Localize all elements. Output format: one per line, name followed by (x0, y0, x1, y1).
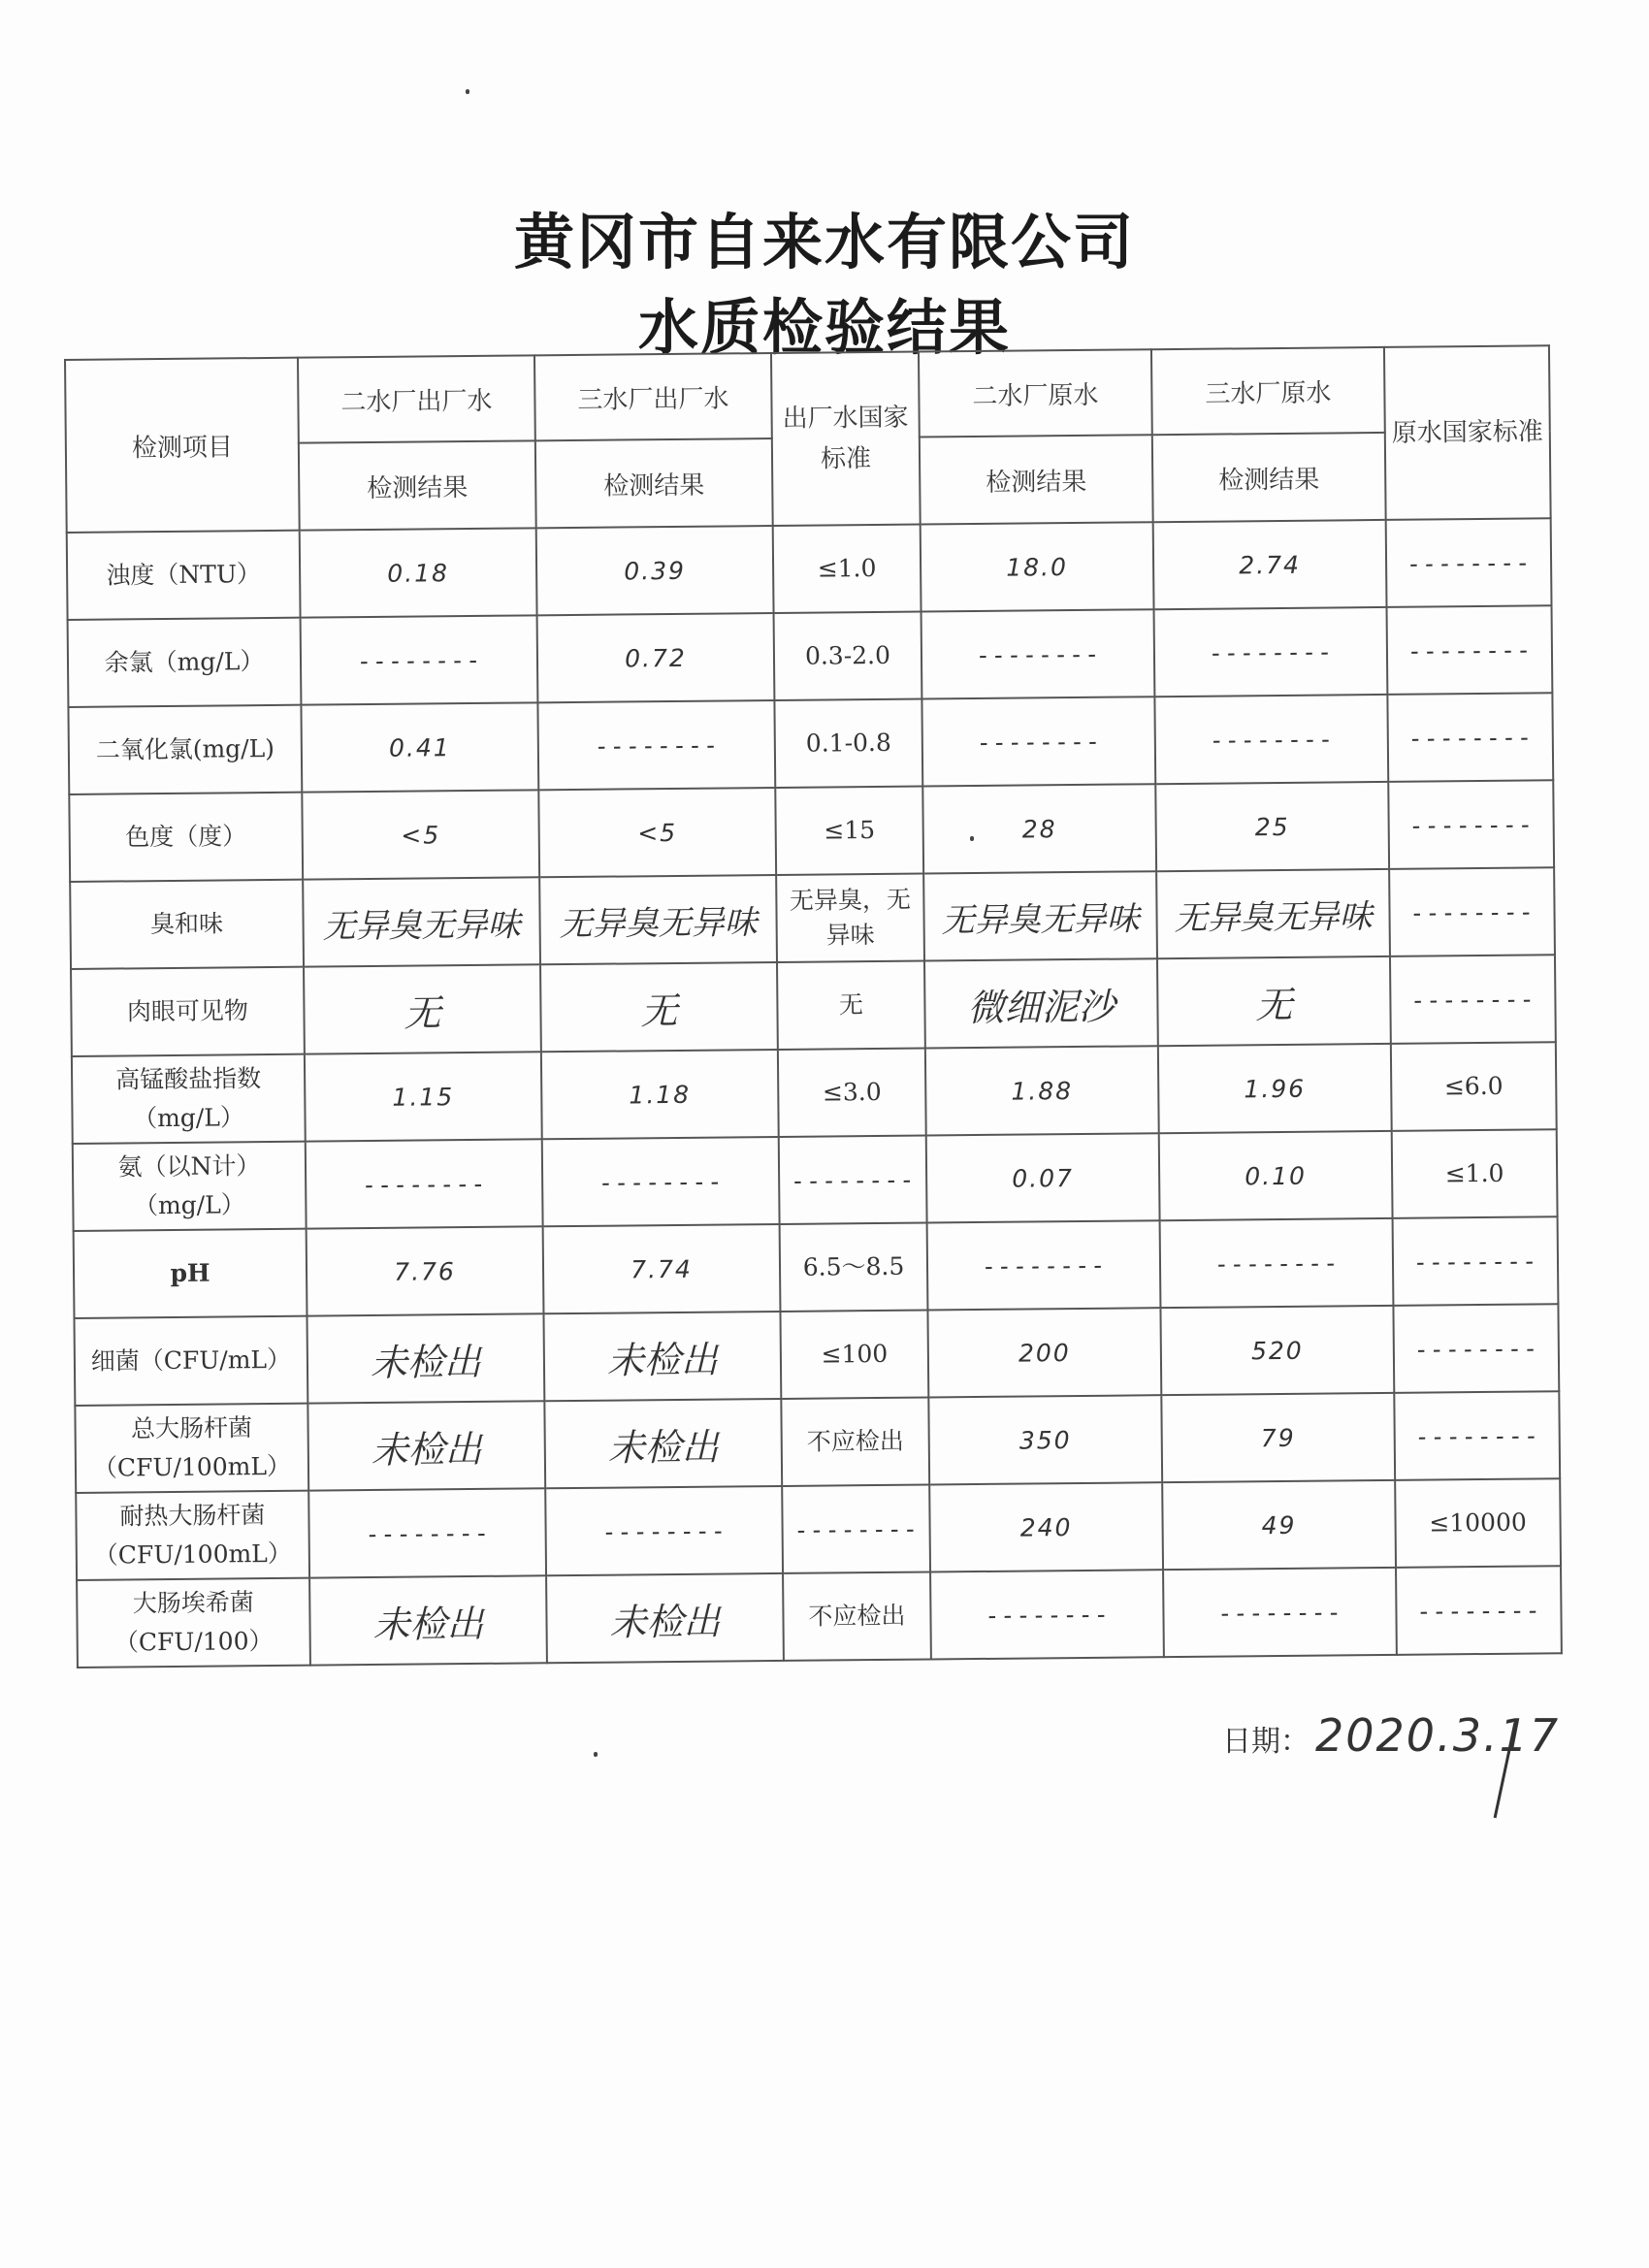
result-value: 49 (1162, 1480, 1396, 1570)
item-name: 臭和味 (70, 880, 304, 969)
item-name: 氨（以N计）（mg/L） (73, 1142, 307, 1231)
result-value: -------- (537, 700, 775, 790)
standard-value: ≤100 (780, 1310, 928, 1398)
table-row (70, 867, 1555, 969)
result-value: -------- (545, 1486, 783, 1575)
table-row (75, 1391, 1560, 1493)
result-value: <5 (538, 788, 776, 877)
standard-value: -------- (1393, 1216, 1559, 1306)
header-col3: 出厂水国家标准 (771, 352, 921, 526)
standard-value: ≤10000 (1395, 1478, 1561, 1568)
standard-value: -------- (1389, 867, 1555, 956)
standard-value: 不应检出 (781, 1397, 929, 1485)
result-value: -------- (930, 1570, 1164, 1659)
standard-value: -------- (1393, 1304, 1559, 1393)
item-name: 大肠埃希菌（CFU/100） (77, 1578, 310, 1668)
standard-value: ≤3.0 (778, 1049, 926, 1137)
standard-value: -------- (782, 1484, 930, 1572)
standard-value: ≤15 (775, 787, 923, 875)
result-value: 7.74 (543, 1224, 781, 1313)
header-col5: 三水厂原水 (1151, 347, 1385, 435)
standard-value: -------- (1396, 1566, 1562, 1655)
item-name: 肉眼可见物 (71, 967, 305, 1056)
result-value: -------- (922, 697, 1155, 786)
table-row (67, 518, 1552, 620)
item-name: 高锰酸盐指数（mg/L） (72, 1054, 306, 1144)
table-row (72, 1042, 1557, 1144)
result-value: 25 (1155, 782, 1389, 871)
result-value: 无异臭无异味 (923, 871, 1157, 960)
item-name: 浊度（NTU） (67, 531, 301, 620)
table-row (68, 693, 1553, 794)
item-name: 二氧化氯(mg/L) (68, 705, 302, 794)
scan-speck (466, 89, 469, 94)
table-row (73, 1129, 1558, 1231)
result-value: 0.18 (300, 528, 537, 617)
result-value: 18.0 (921, 522, 1154, 611)
header-col4: 二水厂原水 (919, 349, 1152, 437)
result-value: -------- (1154, 695, 1388, 784)
standard-value: 0.3-2.0 (774, 612, 922, 700)
item-name: 细菌（CFU/mL） (74, 1316, 307, 1406)
table-row (69, 780, 1554, 882)
item-name: 总大肠杆菌（CFU/100mL） (75, 1404, 308, 1493)
table-row (74, 1216, 1559, 1318)
result-value: 微细泥沙 (924, 958, 1158, 1048)
result-value: 未检出 (309, 1575, 547, 1665)
standard-value: ≤1.0 (1392, 1129, 1558, 1218)
item-name: 耐热大肠杆菌（CFU/100mL） (76, 1491, 309, 1580)
table-row (76, 1478, 1561, 1580)
header-result: 检测结果 (299, 440, 536, 530)
standard-value: -------- (1388, 780, 1554, 869)
standard-value: 无 (777, 961, 925, 1050)
standard-value: -------- (1387, 605, 1553, 695)
result-value: 200 (927, 1308, 1161, 1397)
result-value: 0.41 (301, 702, 538, 792)
table-row (74, 1304, 1559, 1406)
standard-value: -------- (1387, 693, 1553, 782)
standard-value: 0.1-0.8 (774, 699, 922, 788)
result-value: 未检出 (307, 1313, 544, 1403)
result-value: -------- (308, 1488, 546, 1577)
header-col6: 原水国家标准 (1384, 345, 1551, 520)
result-value: 1.18 (541, 1050, 779, 1139)
table-row (71, 955, 1556, 1056)
table-row (68, 605, 1553, 707)
result-value: 28 (922, 784, 1156, 873)
result-value: 无 (304, 964, 541, 1053)
document-subtitle: 水质检验结果 (637, 292, 1011, 363)
result-value: 无 (1157, 956, 1391, 1046)
result-value: 未检出 (543, 1312, 781, 1401)
result-value: 0.10 (1159, 1131, 1393, 1220)
header-result: 检测结果 (920, 435, 1153, 524)
result-value: 0.07 (926, 1133, 1160, 1222)
document-title: 黄冈市自来水有限公司 (513, 207, 1135, 277)
result-value: -------- (542, 1137, 780, 1226)
table-row (77, 1566, 1562, 1668)
header-result: 检测结果 (535, 438, 773, 528)
result-value: 未检出 (307, 1401, 545, 1490)
result-value: -------- (1154, 607, 1388, 697)
date-value: 2020.3.17 (1315, 1709, 1561, 1762)
result-value: 0.72 (537, 613, 775, 702)
result-value: -------- (306, 1139, 543, 1228)
item-name: pH (74, 1229, 307, 1318)
standard-value: -------- (1386, 518, 1552, 607)
result-value: 520 (1160, 1306, 1394, 1395)
result-value: 1.88 (925, 1046, 1159, 1135)
standard-value: 不应检出 (783, 1571, 931, 1660)
standard-value: -------- (1390, 955, 1556, 1044)
header-result: 检测结果 (1152, 433, 1386, 522)
result-value: -------- (301, 615, 538, 704)
standard-value: ≤1.0 (773, 525, 922, 613)
result-value: 无异臭无异味 (303, 877, 540, 966)
header-col1: 二水厂出厂水 (298, 355, 535, 442)
result-value: 无异臭无异味 (539, 875, 777, 964)
result-value: 2.74 (1153, 520, 1387, 609)
result-value: 未检出 (546, 1573, 784, 1663)
standard-value: ≤6.0 (1391, 1042, 1557, 1131)
result-value: 79 (1161, 1393, 1395, 1482)
standard-value: -------- (779, 1136, 927, 1224)
item-name: 色度（度） (69, 793, 303, 882)
result-value: 1.15 (305, 1052, 542, 1141)
scan-speck (594, 1752, 598, 1757)
result-value: 无异臭无异味 (1156, 869, 1390, 958)
result-value: 240 (929, 1482, 1163, 1571)
result-value: 0.39 (536, 526, 774, 615)
item-name: 余氯（mg/L） (68, 618, 302, 707)
water-quality-table (64, 344, 1563, 1669)
table-header-row (65, 345, 1550, 445)
result-value: <5 (302, 790, 539, 879)
result-value: 无 (540, 962, 778, 1052)
result-value: -------- (927, 1220, 1161, 1310)
standard-value: -------- (1394, 1391, 1560, 1480)
result-value: -------- (922, 609, 1155, 698)
result-value: 7.76 (307, 1226, 544, 1315)
result-value: 未检出 (544, 1399, 782, 1488)
header-item: 检测项目 (65, 358, 300, 533)
result-value: 350 (928, 1395, 1162, 1484)
result-value: -------- (1163, 1568, 1397, 1657)
result-value: -------- (1160, 1218, 1394, 1308)
date-label: 日期： (1222, 1725, 1310, 1759)
header-col2: 三水厂出厂水 (534, 353, 772, 440)
standard-value: 6.5～8.5 (780, 1223, 928, 1312)
result-value: 1.96 (1158, 1044, 1392, 1133)
standard-value: 无异臭，无异味 (776, 874, 924, 962)
